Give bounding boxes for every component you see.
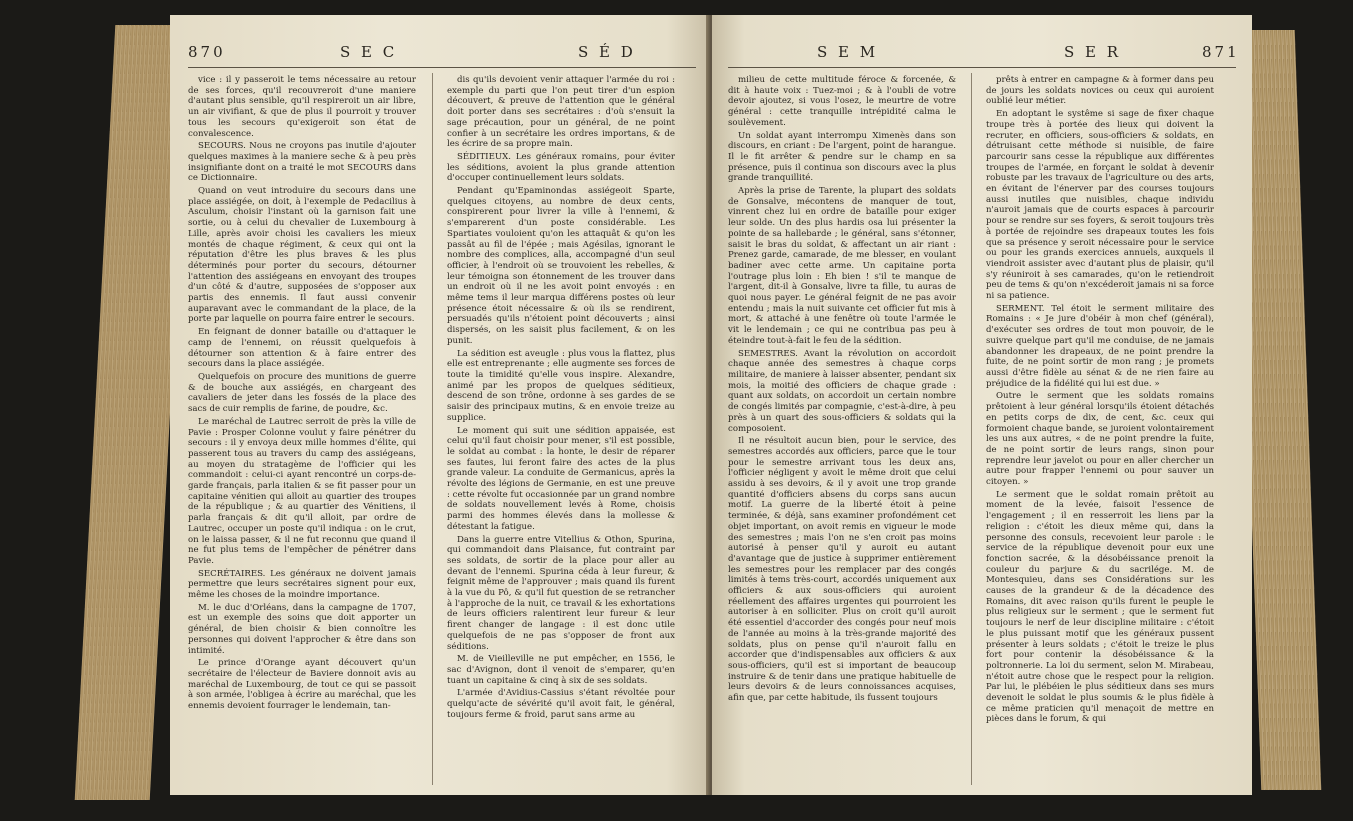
paragraph: vice : il y passeroit le tems nécessaire au retour de ses forces, qu'il recouvreroit d'une maniere d'autant plus sensible, qu'il respireroit un air libre, un air vivifiant, & que de plus il pourroit y trouver tous les secours qu'exigeroit son état de convalescence.: [188, 75, 416, 139]
right-running-head: [712, 43, 1252, 65]
paragraph: SÉDITIEUX. Les généraux romains, pour éviter les séditions, avoient la plus grande attention d'occuper continuellement leurs soldats.: [447, 151, 675, 184]
right-page-column-2: [986, 75, 1214, 727]
paragraph: Le maréchal de Lautrec serroit de près la ville de Pavie : Prosper Colonne voulut y faire pénétrer du secours : il y envoya deux mille hommes d'élite, qui passerent tous au travers du camp des assiégeans, au moyen du stratagème de l'officier qui les commandoit : celui-ci ayant rencontré un corps-de-garde français, parla italien & se fit passer pour un capitaine vénitien qui alloit au quartier des troupes de la république ; & au quartier des Vénitiens, il parla français & dit qu'il alloit, par ordre de Lautrec, occuper un poste qu'il indiqua : on le crut, on le laissa passer, & il ne fut reconnu que quand il ne fut plus tems de l'empêcher de pénétrer dans Pavie.: [188, 416, 416, 566]
paragraph: prêts à entrer en campagne & à former dans peu de jours les soldats novices ou ceux qui auroient oublié leur métier.: [986, 75, 1214, 107]
right-page-column-1: [728, 75, 956, 706]
running-head-ser: S E R: [1064, 43, 1122, 61]
paragraph: Outre le serment que les soldats romains prêtoient à leur général lorsqu'ils étoient détachés en petits corps de dix, de cent, &c. ceux qui formoient chaque bande, se juroient volontairement les uns aux autres, « de ne point prendre la fuite, de ne point sortir de leurs rangs, sinon pour reprendre leur javelot ou pour en aller chercher un autre pour frapper l'ennemi ou pour sauver un citoyen. »: [986, 391, 1214, 488]
paragraph: M. de Vieilleville ne put empêcher, en 1556, le sac d'Avignon, dont il venoit de s'emparer, qu'en tuant un capitaine & cinq à six de ses soldats.: [447, 654, 675, 686]
paragraph: milieu de cette multitude féroce & forcenée, & dit à haute voix : Tuez-moi ; & à l'oubli de votre devoir ajoutez, si vous l'osez, le meurtre de votre général : cette tranquille intrépidité calma le soulèvement.: [728, 75, 956, 128]
paragraph: M. le duc d'Orléans, dans la campagne de 1707, est un exemple des soins que doit apporter un général, de bien choisir & bien connoître les personnes qui doivent l'approcher & être dans son intimité.: [188, 602, 416, 656]
paragraph: Quand on veut introduire du secours dans une place assiégée, on doit, à l'exemple de Pedacilius à Asculum, choisir l'instant où la garnison fait une sortie, ou à celui du chevalier de Luxembourg à Lille, après avoir choisi les cavaliers les mieux montés de chaque régiment, & ceux qui ont la réputation d'être les plus braves & les plus déterminés pour porter du secours, détourner l'attention des assiégeans en envoyant des troupes d'un côté & d'autre, supposées de s'opposer aux partis des ennemis. Il faut aussi convenir auparavant avec le commandant de la place, de la porte par laquelle on pourra faire entrer le secours.: [188, 186, 416, 325]
left-running-head: [170, 43, 710, 65]
page-number-left: 870: [188, 43, 226, 61]
paragraph: SECOURS. Nous ne croyons pas inutile d'ajouter quelques maximes à la maniere seche & à peu près insignifiante dont on a traité le mot SECOURS dans ce Dictionnaire.: [188, 141, 416, 184]
paragraph: Pendant qu'Epaminondas assiégeoit Sparte, quelques citoyens, au nombre de deux cents, conspirerent pour livrer la ville à l'ennemi, & s'emparerent d'un poste considérable. Les Spartiates vouloient qu'on les attaquât & qu'on les passât au fil de l'épée ; mais Agésilas, ignorant le nombre des complices, alla, accompagné d'un seul officier, à l'endroit où se trouvoient les rebelles, & leur témoigna son étonnement de les trouver dans un endroit où il ne les avoit point envoyés : en même tems il leur marqua différens postes où leur présence étoit nécessaire & où ils se rendirent, persuadés qu'ils n'étoient point découverts ; ainsi dispersés, on les saisit plus facilement, & on les punit.: [447, 186, 675, 346]
running-head-sec: S E C: [340, 43, 398, 61]
right-page: [712, 15, 1252, 795]
left-page: [170, 15, 710, 795]
left-page-column-2: [447, 75, 675, 722]
running-head-sed: S É D: [578, 43, 636, 61]
paragraph: L'armée d'Avidius-Cassius s'étant révoltée pour quelqu'acte de sévérité qu'il avoit fait, le général, toujours ferme & froid, parut sans arme au: [447, 688, 675, 720]
page-number-right: 871: [1202, 43, 1240, 61]
paragraph: SEMESTRES. Avant la révolution on accordoit chaque année des semestres à chaque corps militaire, de maniere à laisser absenter, pendant six mois, la moitié des officiers de chaque grade : quant aux soldats, on accordoit un certain nombre de congés limités par compagnie, c'est-à-dire, à peu près à un quart des sous-officiers & soldats qui la composoient.: [728, 348, 956, 434]
paragraph: En adoptant le systême si sage de fixer chaque troupe très à portée des lieux qui doivent la recruter, en officiers, sous-officiers & soldats, en détruisant cette méthode si nuisible, de faire parcourir sans cesse la république aux différentes troupes de l'armée, en forçant le soldat à devenir robuste par les travaux de l'agriculture ou des arts, en évitant de l'énerver par des courses toujours aussi inutiles que nuisibles, chaque individu n'auroit jamais que de courts espaces à parcourir pour se rendre sur ses foyers, & seroit toujours très à portée de rejoindre ses drapeaux toutes les fois que sa présence y seroit nécessaire pour le service ou pour les grands exercices annuels, auxquels il viendroit assister avec d'autant plus de plaisir, qu'il s'y réuniroit à ses camarades, qu'on le retiendroit peu de tems & qu'on n'excéderoit jamais ni sa force ni sa patience.: [986, 109, 1214, 302]
head-rule-right: [728, 67, 1236, 68]
paragraph: Le serment que le soldat romain prêtoit au moment de la levée, faisoit l'essence de l'engagement ; il en resserroit les liens par la religion : c'étoit les dieux même qui, dans la personne des consuls, recevoient leur parole : le service de la république devenoit pour eux une fonction sacrée, & la désobéissance prenoit la couleur du parjure & du sacrilége. M. de Montesquieu, dans ses Considérations sur les causes de la grandeur & de la décadence des Romains, dit avec raison qu'ils furent le peuple le plus religieux sur le serment ; que le serment fut toujours le nerf de leur discipline militaire : c'étoit le plus puissant motif que les généraux pussent présenter à leurs soldats ; c'étoit le treize le plus fort pour contenir la désobéissance & la poltronnerie. La loi du serment, selon M. Mirabeau, n'étoit autre chose que le respect pour la religion. Par lui, le plébéien le plus séditieux dans ses murs devenoit le soldat le plus soumis & le plus fidèle à ce même praticien qu'il menaçoit de mettre en pièces dans le forum, & qui: [986, 489, 1214, 725]
paragraph: La sédition est aveugle : plus vous la flattez, plus elle est entreprenante ; elle augmente ses forces de toute la timidité qu'elle vous inspire. Alexandre, animé par les propos de quelques séditieux, descend de son trône, ordonne à ses gardes de se saisir des principaux mutins, & en envoie treize au supplice.: [447, 348, 675, 423]
column-divider-right: [971, 73, 972, 785]
column-divider-left: [432, 73, 433, 785]
paragraph: dis qu'ils devoient venir attaquer l'armée du roi : exemple du parti que l'on peut tirer d'un espion découvert, & preuve de l'attention que le général doit porter dans ses secrétaires : d'où s'ensuit la sage précaution, pour un général, de ne point confier à un secrétaire les ordres importans, & de les écrire de sa propre main.: [447, 75, 675, 150]
head-rule-left: [188, 67, 696, 68]
paragraph: Quelquefois on procure des munitions de guerre & de bouche aux assiégés, en chargeant des cavaliers de jeter dans les fossés de la place des sacs de cuir remplis de farine, de poudre, &c.: [188, 371, 416, 415]
left-page-column-1: [188, 75, 416, 714]
paragraph: Le moment qui suit une sédition appaisée, est celui qu'il faut choisir pour mener, s'il est possible, le soldat au combat : la honte, le desir de réparer ses fautes, lui feront faire des actes de la plus grande valeur. La conduite de Germanicus, après la révolte des légions de Germanie, en est une preuve : cette révolte fut occasionnée par un grand nombre de soldats nouvellement levés à Rome, choisis parmi des hommes élevés dans la mollesse & détestant la fatigue.: [447, 425, 675, 532]
paragraph: Il ne résultoit aucun bien, pour le service, des semestres accordés aux officiers, parce que le tour pour le semestre arrivant tous les deux ans, l'officier négligent y avoit le même droit que celui assidu à ses devoirs, & il y avoit une trop grande quantité d'officiers absens du corps sans aucun motif. La guerre de la liberté étoit à peine terminée, & déjà, sans examiner profondément cet objet important, on avoit remis en vigueur le mode des semestres ; mais l'on ne s'en croit pas moins autorisé à penser qu'il y auroit eu autant d'avantage que de justice à supprimer entièrement les semestres pour les remplacer par des congés limités à tems très-court, accordés uniquement aux officiers & aux sous-officiers qui auroient réellement des affaires urgentes qui pourroient les autoriser à en solliciter. Plus on croit qu'il auroit été essentiel d'accorder des congés pour neuf mois de l'année au moins à la très-grande majorité des soldats, plus on pense qu'il n'auroit fallu en accorder que d'indispensables aux officiers & aux sous-officiers, qu'il est si important de beaucoup instruire & de tenir dans une pratique habituelle de leurs devoirs & de leurs connoissances acquises, afin que, par cette habitude, ils fussent toujours: [728, 436, 956, 704]
paragraph: SERMENT. Tel étoit le serment militaire des Romains : « Je jure d'obéir à mon chef (général), d'exécuter ses ordres de tout mon pouvoir, de le suivre quelque part qu'il me conduise, de ne jamais abandonner les drapeaux, de ne point prendre la fuite, de ne point sortir de mon rang ; je promets aussi d'être fidèle au sénat & de ne rien faire au préjudice de la fidélité qui lui est due. »: [986, 303, 1214, 389]
paragraph: Un soldat ayant interrompu Ximenès dans son discours, en criant : De l'argent, point de harangue. Il le fit arrêter & pendre sur le champ en sa présence, puis il continua son discours avec la plus grande tranquillité.: [728, 130, 956, 184]
paragraph: SECRÉTAIRES. Les généraux ne doivent jamais permettre que leurs secrétaires signent pour eux, même les choses de la moindre importance.: [188, 568, 416, 601]
paragraph: Après la prise de Tarente, la plupart des soldats de Gonsalve, mécontens de manquer de tout, vinrent chez lui en ordre de bataille pour exiger leur solde. Un des plus hardis osa lui présenter la pointe de sa hallebarde ; le général, sans s'étonner, saisit le bras du soldat, & affectant un air riant : Prenez garde, camarade, de me blesser, en voulant badiner avec cette arme. Un capitaine porta l'outrage plus loin : Eh bien ! s'il te manque de l'argent, dit-il à Gonsalve, livre ta fille, tu auras de quoi nous payer. Le général feignit de ne pas avoir entendu ; mais la nuit suivante cet officier fut mis à mort, & attaché à une fenêtre où toute l'armée le vit le lendemain ; ce qui ne contribua pas peu à éteindre tout-à-fait le feu de la sédition.: [728, 186, 956, 346]
paragraph: Dans la guerre entre Vitellius & Othon, Spurina, qui commandoit dans Plaisance, fut contraint par ses soldats, de sortir de la place pour aller au devant de l'ennemi. Spurina céda à leur fureur, & feignit même de l'approuver ; mais quand ils furent à la vue du Pô, & qu'il fut question de se retrancher à l'approche de la nuit, ce travail & les exhortations de leurs officiers ralentirent leur fureur & leur firent changer de langage : il est donc utile quelquefois de ne pas s'opposer de front aux séditions.: [447, 534, 675, 652]
paragraph: Le prince d'Orange ayant découvert qu'un secrétaire de l'électeur de Baviere donnoit avis au maréchal de Luxembourg, de tout ce qui se passoit à son armée, l'obligea à écrire au maréchal, que les ennemis devoient fourrager le lendemain, tan-: [188, 658, 416, 712]
paragraph: En feignant de donner bataille ou d'attaquer le camp de l'ennemi, on réussit quelquefois à détourner son attention & à faire entrer des secours dans la place assiégée.: [188, 327, 416, 370]
running-head-sem: S E M: [817, 43, 879, 61]
